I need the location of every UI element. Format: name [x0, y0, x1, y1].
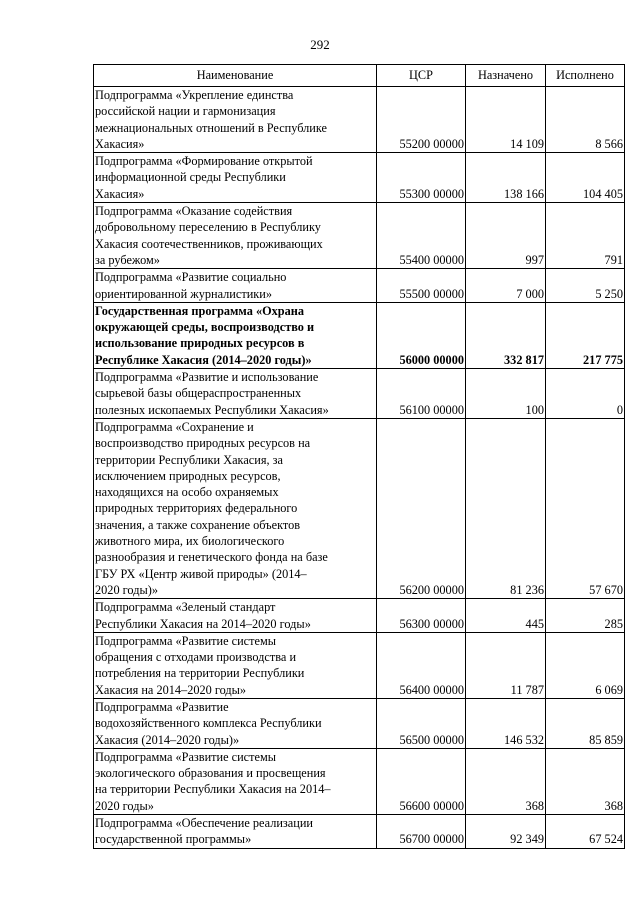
- row-assigned: 92 349: [466, 815, 546, 849]
- row-assigned: 81 236: [466, 418, 546, 598]
- row-name-line: Подпрограмма «Развитие социально: [95, 270, 287, 285]
- header-name: Наименование: [94, 65, 377, 87]
- table-body: [94, 87, 625, 849]
- row-executed: 791: [546, 203, 625, 269]
- row-executed: 104 405: [546, 153, 625, 203]
- row-csr: 56700 00000: [377, 815, 466, 849]
- row-name: [94, 302, 377, 368]
- row-name-line: Подпрограмма «Зеленый стандарт: [95, 600, 276, 615]
- row-executed: 0: [546, 369, 625, 419]
- row-assigned: 997: [466, 203, 546, 269]
- row-executed: 67 524: [546, 815, 625, 849]
- row-executed: 285: [546, 599, 625, 633]
- row-assigned: 332 817: [466, 302, 546, 368]
- table-row: [94, 369, 625, 419]
- row-name-line: Республики Хакасия на 2014–2020 годы»: [95, 616, 311, 631]
- table-row: [94, 418, 625, 598]
- row-name-line: экологического образования и просвещения: [95, 766, 326, 781]
- table-row: [94, 815, 625, 849]
- row-name-line: Подпрограмма «Обеспечение реализации: [95, 816, 313, 831]
- row-name-line: Хакасия (2014–2020 годы)»: [95, 732, 240, 747]
- row-name-line: на территории Республики Хакасия на 2014–: [95, 782, 331, 797]
- row-csr: 55400 00000: [377, 203, 466, 269]
- row-name-line: российской нации и гармонизация: [95, 104, 276, 119]
- row-name-line: за рубежом»: [95, 252, 160, 267]
- row-name-line: Подпрограмма «Развитие системы: [95, 633, 277, 648]
- row-name-line: Подпрограмма «Укрепление единства: [95, 88, 294, 102]
- row-assigned: 14 109: [466, 87, 546, 153]
- row-name-line: находящихся на особо охраняемых: [95, 485, 279, 500]
- table-row: [94, 599, 625, 633]
- row-assigned: 368: [466, 748, 546, 814]
- row-name-line: потребления на территории Республики: [95, 666, 305, 681]
- row-name-line: Хакасия соотечественников, проживающих: [95, 236, 323, 251]
- row-name-line: исключением природных ресурсов,: [95, 468, 281, 483]
- row-name: [94, 418, 377, 598]
- row-csr: 56300 00000: [377, 599, 466, 633]
- row-csr: 56600 00000: [377, 748, 466, 814]
- row-name: [94, 599, 377, 633]
- row-name-line: воспроизводство природных ресурсов на: [95, 436, 311, 451]
- row-name-line: Хакасия»: [95, 186, 145, 201]
- row-name-line: Хакасия на 2014–2020 годы»: [95, 682, 247, 697]
- row-name-line: 2020 годы»: [95, 798, 154, 813]
- row-name-line: природных территориях федерального: [95, 501, 298, 516]
- row-name-line: территории Республики Хакасия, за: [95, 452, 283, 467]
- row-name: [94, 369, 377, 419]
- row-name-line: информационной среды Республики: [95, 170, 286, 185]
- row-executed: 8 566: [546, 87, 625, 153]
- table-row: [94, 153, 625, 203]
- row-name-line: обращения с отходами производства и: [95, 650, 297, 665]
- header-row: [94, 65, 625, 87]
- row-name-line: водохозяйственного комплекса Республики: [95, 716, 322, 731]
- row-name-line: полезных ископаемых Республики Хакасия»: [95, 402, 329, 417]
- row-assigned: 138 166: [466, 153, 546, 203]
- row-name-line: Республике Хакасия (2014–2020 годы)»: [95, 352, 312, 367]
- header-csr: ЦСР: [377, 65, 466, 87]
- row-name: [94, 698, 377, 748]
- table-row: [94, 748, 625, 814]
- row-name-line: Подпрограмма «Развитие системы: [95, 749, 277, 764]
- row-name-line: межнациональных отношений в Республике: [95, 120, 328, 135]
- row-csr: 56000 00000: [377, 302, 466, 368]
- row-name-line: животного мира, их биологического: [95, 534, 285, 549]
- row-name-line: 2020 годы)»: [95, 582, 158, 597]
- row-name: [94, 87, 377, 153]
- row-executed: 85 859: [546, 698, 625, 748]
- row-name: [94, 748, 377, 814]
- row-assigned: 445: [466, 599, 546, 633]
- row-csr: 56100 00000: [377, 369, 466, 419]
- row-csr: 56400 00000: [377, 632, 466, 698]
- row-name-line: Подпрограмма «Формирование открытой: [95, 154, 313, 169]
- row-name: [94, 269, 377, 303]
- table-row: [94, 632, 625, 698]
- row-name-line: Хакасия»: [95, 136, 145, 151]
- header-executed: Исполнено: [546, 65, 625, 87]
- budget-table: [93, 64, 625, 849]
- row-csr: 55200 00000: [377, 87, 466, 153]
- row-name-line: сырьевой базы общераспространенных: [95, 386, 302, 401]
- row-name-line: Государственная программа «Охрана: [95, 303, 305, 318]
- row-name-line: Подпрограмма «Оказание содействия: [95, 204, 293, 219]
- row-name-line: Подпрограмма «Развитие: [95, 699, 229, 714]
- row-name-line: разнообразия и генетического фонда на базе: [95, 550, 328, 565]
- row-csr: 56200 00000: [377, 418, 466, 598]
- row-name: [94, 632, 377, 698]
- row-name-line: значения, а также сохранение объектов: [95, 517, 301, 532]
- row-executed: 5 250: [546, 269, 625, 303]
- row-name-line: использование природных ресурсов в: [95, 336, 305, 351]
- row-assigned: 11 787: [466, 632, 546, 698]
- row-name: [94, 153, 377, 203]
- row-assigned: 7 000: [466, 269, 546, 303]
- table-row: [94, 269, 625, 303]
- table-row: [94, 302, 625, 368]
- table-row: [94, 698, 625, 748]
- row-executed: 6 069: [546, 632, 625, 698]
- row-executed: 217 775: [546, 302, 625, 368]
- row-name-line: Подпрограмма «Развитие и использование: [95, 370, 319, 385]
- row-name-line: ориентированной журналистики»: [95, 286, 273, 301]
- row-name-line: государственной программы»: [95, 832, 252, 847]
- table-row: [94, 87, 625, 153]
- row-name-line: ГБУ РХ «Центр живой природы» (2014–: [95, 566, 307, 581]
- row-executed: 57 670: [546, 418, 625, 598]
- row-name-line: Подпрограмма «Сохранение и: [95, 419, 254, 434]
- row-csr: 55300 00000: [377, 153, 466, 203]
- page-number: 292: [310, 37, 330, 52]
- row-assigned: 146 532: [466, 698, 546, 748]
- row-name: [94, 815, 377, 849]
- header-assigned: Назначено: [466, 65, 546, 87]
- row-name-line: окружающей среды, воспроизводство и: [95, 320, 315, 335]
- row-name: [94, 203, 377, 269]
- row-name-line: добровольному переселению в Республику: [95, 220, 321, 235]
- row-csr: 55500 00000: [377, 269, 466, 303]
- row-executed: 368: [546, 748, 625, 814]
- row-assigned: 100: [466, 369, 546, 419]
- table-row: [94, 203, 625, 269]
- row-csr: 56500 00000: [377, 698, 466, 748]
